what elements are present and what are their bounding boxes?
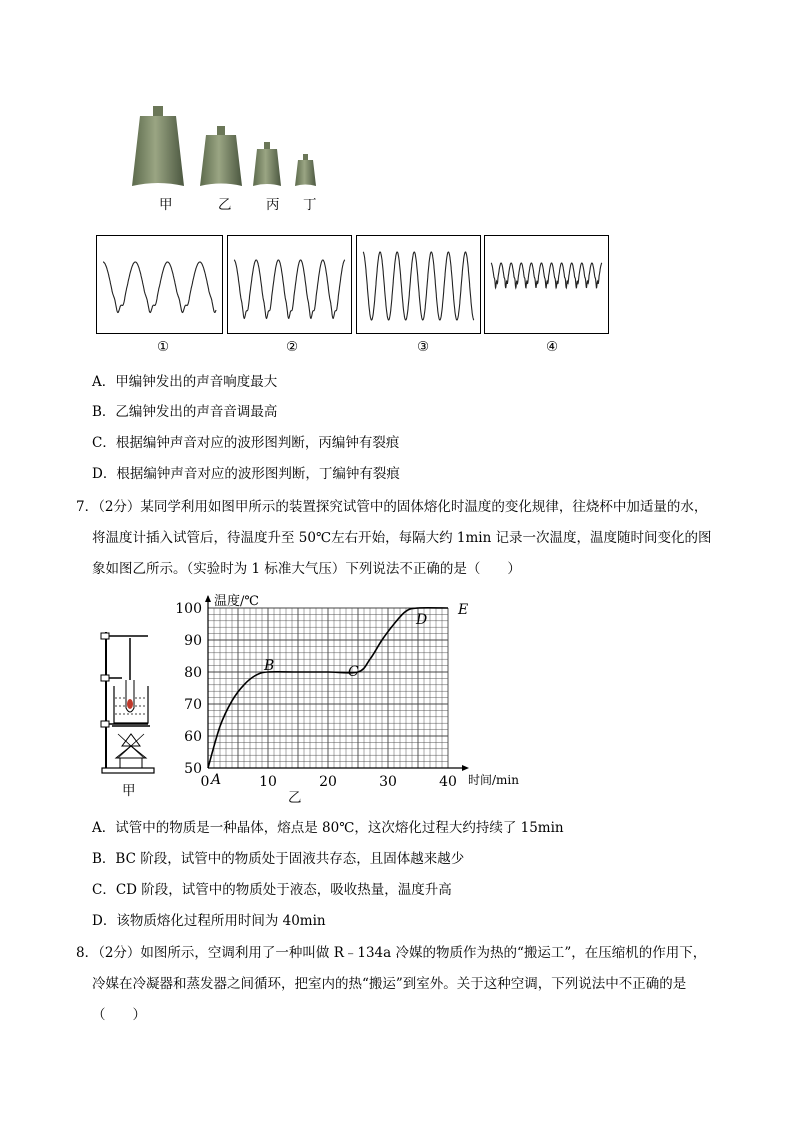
x-tick-label: 30 — [379, 774, 397, 790]
waveform-trace — [103, 262, 216, 313]
bell-yi — [200, 126, 242, 186]
q6-option-a: A．甲编钟发出的声音响度最大 — [92, 374, 278, 390]
waveform-3 — [357, 236, 480, 333]
waveform-box-2 — [227, 235, 352, 334]
point-label-b: B — [264, 658, 275, 674]
waveform-box-4 — [484, 235, 609, 334]
waveform-label-3: ③ — [417, 339, 430, 355]
waveform-4 — [485, 236, 608, 333]
waveform-label-4: ④ — [546, 339, 559, 355]
waveform-trace — [491, 263, 602, 288]
y-axis-arrow — [205, 595, 211, 602]
y-tick-label: 100 — [175, 601, 202, 617]
x-tick-label: 40 — [439, 774, 457, 790]
q7-option-c: C．CD 阶段，试管中的物质处于液态，吸收热量，温度升高 — [92, 882, 452, 898]
chart-y-axis-label: 温度/℃ — [214, 594, 259, 609]
q7-option-d: D．该物质熔化过程所用时间为 40min — [92, 913, 326, 929]
chart-point-labels — [209, 602, 468, 788]
waveform-trace — [363, 252, 474, 320]
q7-option-b: B．BC 阶段，试管中的物质处于固液共存态，且固体越来越少 — [92, 851, 465, 867]
chart-axes — [205, 595, 469, 771]
bell-label-ding: 丁 — [303, 197, 317, 213]
point-label-c: C — [348, 664, 359, 680]
point-label-a: A — [211, 772, 222, 788]
apparatus-label: 甲 — [122, 783, 136, 799]
bell-ding — [295, 154, 316, 186]
waveform-trace — [234, 260, 345, 318]
waveform-box-1 — [96, 235, 223, 334]
chart-x-axis-label: 时间/min — [468, 773, 519, 787]
point-label-e: E — [458, 602, 469, 618]
y-tick-label: 70 — [184, 697, 202, 713]
waveform-2 — [228, 236, 351, 333]
heating-apparatus-figure — [96, 628, 160, 778]
q7-option-a: A．试管中的物质是一种晶体，熔点是 80℃，这次熔化过程大约持续了 15min — [92, 820, 564, 836]
q7-stem-line-3: 象如图乙所示。（实验时为 1 标准大气压）下列说法不正确的是（ ） — [92, 561, 521, 577]
q6-option-d: D．根据编钟声音对应的波形图判断，丁编钟有裂痕 — [92, 466, 400, 482]
bell-label-bing: 丙 — [266, 197, 280, 213]
waveform-box-3 — [356, 235, 481, 334]
bell-bing — [253, 142, 281, 186]
bell-label-jia: 甲 — [159, 197, 173, 213]
q6-option-c: C．根据编钟声音对应的波形图判断，丙编钟有裂痕 — [92, 435, 400, 451]
x-tick-label: 10 — [259, 774, 277, 790]
x-axis-arrow — [462, 765, 469, 771]
q6-option-b: B．乙编钟发出的声音音调最高 — [92, 404, 278, 420]
y-tick-label: 80 — [184, 665, 202, 681]
bell-label-yi: 乙 — [218, 197, 232, 213]
q7-stem-line-2: 将温度计插入试管后，待温度升至 50℃左右开始，每隔大约 1min 记录一次温度，温度随时间变化的图 — [92, 530, 712, 546]
waveform-label-2: ② — [286, 339, 299, 355]
bells-figure — [130, 100, 330, 200]
waveform-1 — [97, 236, 222, 333]
bell-jia — [132, 106, 184, 186]
q8-stem-line-1: 8．（2分）如图所示，空调利用了一种叫做 R﹣134a 冷媒的物质作为热的“搬运工”，在压缩机的作用下， — [76, 945, 707, 961]
q7-stem-line-1: 7．（2分）某同学利用如图甲所示的装置探究试管中的固体熔化时温度的变化规律，往烧杯中加适量的水， — [76, 499, 708, 515]
q8-stem-line-3: （ ） — [92, 1007, 146, 1023]
x-tick-label: 0 — [200, 774, 210, 790]
y-tick-label: 60 — [184, 729, 202, 745]
x-tick-label: 20 — [319, 774, 337, 790]
q8-stem-line-2: 冷媒在冷凝器和蒸发器之间循环，把室内的热“搬运”到室外。关于这种空调，下列说法中不正确的是 — [92, 976, 687, 992]
chart-caption: 乙 — [288, 790, 302, 806]
waveform-label-1: ① — [157, 339, 170, 355]
temperature-time-chart — [170, 590, 530, 810]
point-label-d: D — [416, 612, 428, 628]
y-tick-label: 50 — [184, 761, 202, 777]
y-tick-label: 90 — [184, 633, 202, 649]
